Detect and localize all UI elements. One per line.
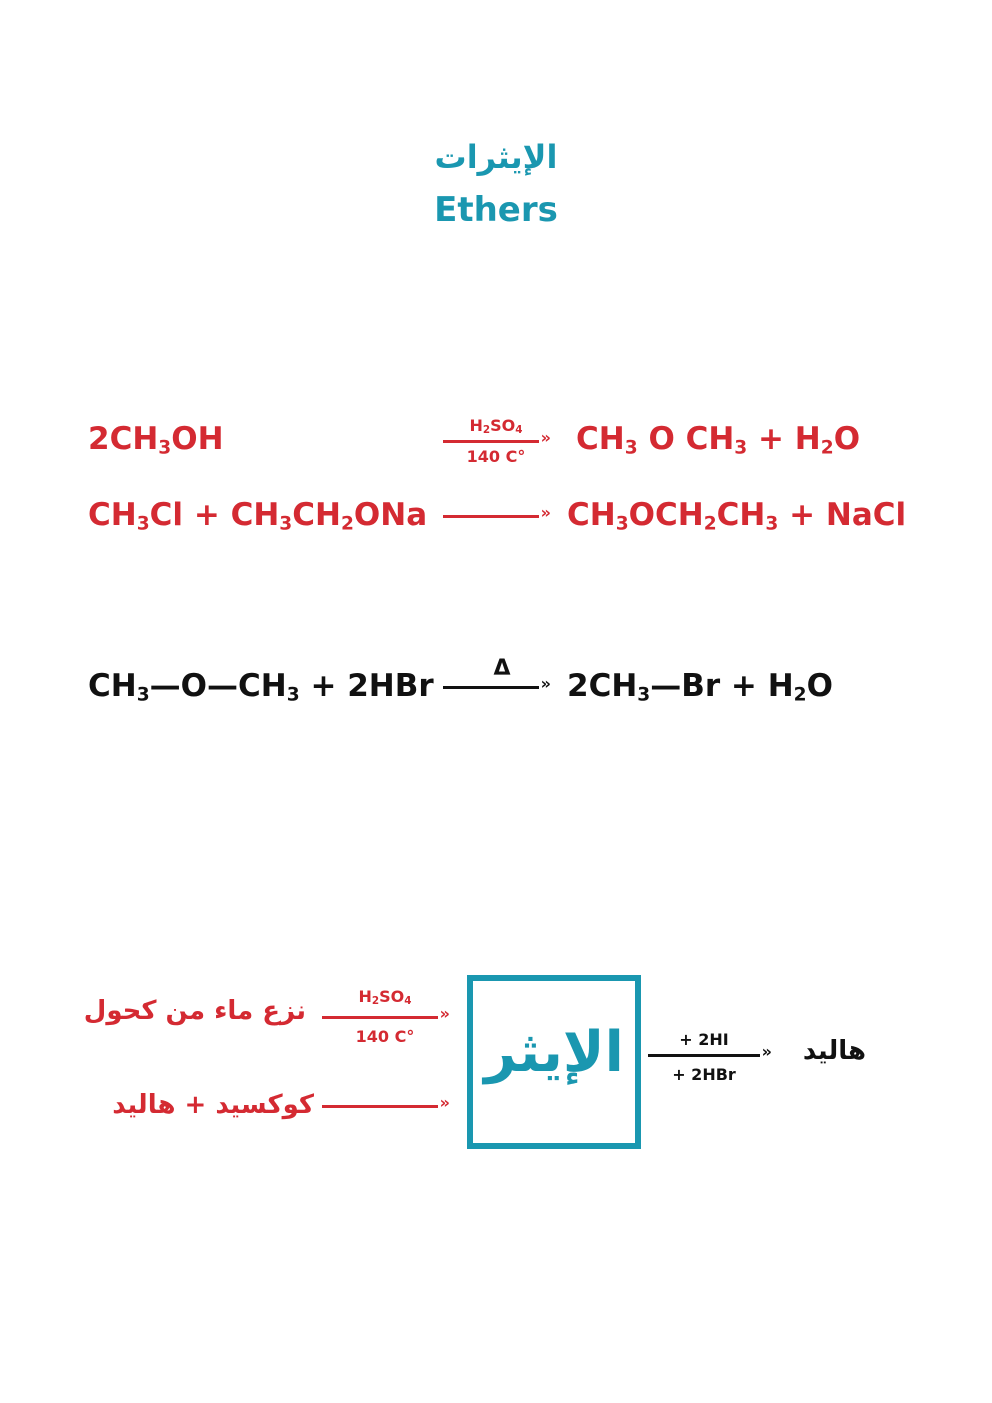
reaction3-product: $2CH_3—Br + H_2O$ xyxy=(567,668,833,706)
ether-box-label: الإيثر xyxy=(484,1020,624,1085)
ether-box xyxy=(467,975,641,1149)
reaction3-condition-top: Δ xyxy=(493,656,511,681)
route2-label: كوكسيد + هاليد xyxy=(112,1090,314,1120)
reaction1-reactant: $2CH_3OH$ xyxy=(88,421,224,459)
route1-condition-bottom: 140 C° xyxy=(355,1027,415,1046)
reaction1-condition-top: $H_2SO_4$ xyxy=(469,416,523,437)
output-condition-top: + 2HI xyxy=(679,1030,729,1049)
output-label: هاليد xyxy=(802,1036,866,1066)
route2-arrow xyxy=(322,1105,438,1108)
reaction2-reactant: $CH_3Cl + CH_3CH_2ONa$ xyxy=(88,497,428,535)
route1-condition-top: $H_2SO_4$ xyxy=(358,987,412,1008)
reaction1-product: $CH_3$ O $CH_3 + H_2O$ xyxy=(576,421,861,459)
reaction3-arrow xyxy=(443,686,539,689)
output-arrow xyxy=(648,1054,760,1057)
reaction1-arrow xyxy=(443,440,539,443)
output-condition-bottom: + 2HBr xyxy=(672,1065,736,1084)
reaction3-reactant: $CH_3—O—CH_3 + 2HBr$ xyxy=(88,668,434,706)
title-arabic: الإيثرات xyxy=(434,138,558,176)
reaction2-product: $CH_3OCH_2CH_3$ + NaCl xyxy=(567,497,907,535)
route1-arrow xyxy=(322,1016,438,1019)
route1-label: نزع ماء من كحول xyxy=(83,996,306,1026)
title-english: Ethers xyxy=(434,190,558,230)
reaction1-condition-bottom: 140 C° xyxy=(466,447,526,466)
reaction2-arrow xyxy=(443,515,539,518)
